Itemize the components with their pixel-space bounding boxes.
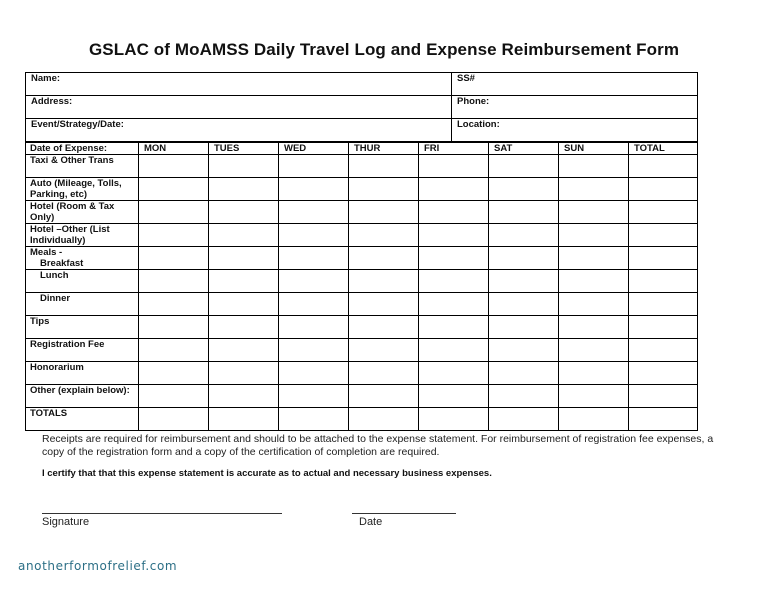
- row-label-text: Other (explain below):: [30, 385, 130, 396]
- watermark: anotherformofrelief.com: [18, 559, 178, 573]
- expense-cell[interactable]: [489, 408, 559, 431]
- expense-cell[interactable]: [209, 385, 279, 408]
- expense-cell[interactable]: [629, 339, 698, 362]
- expense-cell[interactable]: [559, 362, 629, 385]
- expense-cell[interactable]: [559, 339, 629, 362]
- row-label-text: Dinner: [40, 293, 71, 304]
- col-header-sat: SAT: [489, 143, 559, 155]
- expense-cell[interactable]: [489, 224, 559, 247]
- signature-label: Signature: [42, 516, 90, 528]
- row-label: [26, 270, 139, 293]
- expense-cell[interactable]: [559, 316, 629, 339]
- expense-cell[interactable]: [139, 224, 209, 247]
- row-label-text: Registration Fee: [30, 339, 105, 350]
- name-row: [26, 73, 698, 96]
- expense-cell[interactable]: [279, 362, 349, 385]
- row-label-text: Meals -: [30, 247, 63, 258]
- row-label-text: Lunch: [40, 270, 69, 281]
- expense-cell[interactable]: [629, 201, 698, 224]
- expense-cell[interactable]: [629, 224, 698, 247]
- expense-cell[interactable]: [139, 293, 209, 316]
- table-row: [26, 247, 698, 270]
- expense-cell[interactable]: [349, 385, 419, 408]
- expense-table: [25, 142, 698, 431]
- expense-cell[interactable]: [139, 270, 209, 293]
- expense-cell[interactable]: [419, 270, 489, 293]
- expense-cell[interactable]: [349, 201, 419, 224]
- row-label: [26, 316, 139, 339]
- expense-cell[interactable]: [139, 339, 209, 362]
- table-row: [26, 201, 698, 224]
- expense-cell[interactable]: [279, 385, 349, 408]
- col-header-date: Date of Expense:: [26, 143, 139, 155]
- expense-cell[interactable]: [349, 247, 419, 270]
- expense-cell[interactable]: [629, 247, 698, 270]
- row-label: [26, 362, 139, 385]
- expense-cell[interactable]: [419, 385, 489, 408]
- expense-cell[interactable]: [139, 201, 209, 224]
- expense-cell[interactable]: [559, 178, 629, 201]
- expense-cell[interactable]: [209, 316, 279, 339]
- expense-cell[interactable]: [559, 247, 629, 270]
- date-line[interactable]: [352, 513, 456, 514]
- row-label: [26, 247, 139, 270]
- row-label: [26, 385, 139, 408]
- event-row: [26, 119, 698, 142]
- row-label-text: Hotel –Other (List Individually): [30, 224, 110, 246]
- expense-cell[interactable]: [279, 155, 349, 178]
- row-label: [26, 408, 139, 431]
- phone-field[interactable]: Phone:: [452, 96, 698, 119]
- table-row: [26, 408, 698, 431]
- expense-cell[interactable]: [349, 155, 419, 178]
- col-header-thur: THUR: [349, 143, 419, 155]
- date-label: Date: [359, 516, 383, 528]
- expense-body: [26, 155, 698, 431]
- expense-cell[interactable]: [559, 155, 629, 178]
- expense-cell[interactable]: [209, 339, 279, 362]
- event-field[interactable]: Event/Strategy/Date:: [26, 119, 452, 142]
- row-label: [26, 339, 139, 362]
- expense-cell[interactable]: [559, 224, 629, 247]
- expense-cell[interactable]: [629, 178, 698, 201]
- expense-cell[interactable]: [139, 362, 209, 385]
- table-row: [26, 178, 698, 201]
- row-label-text: Tips: [30, 316, 50, 327]
- address-field[interactable]: Address:: [26, 96, 452, 119]
- expense-cell[interactable]: [629, 385, 698, 408]
- expense-cell[interactable]: [559, 270, 629, 293]
- receipts-note: Receipts are required for reimbursement and should to be attached to the expense statement. For reimbursement of registration fee expenses, a copy of the registration form and a copy of the certification of completion are required.: [42, 433, 714, 458]
- expense-cell[interactable]: [279, 293, 349, 316]
- col-header-tues: TUES: [209, 143, 279, 155]
- expense-cell[interactable]: [279, 201, 349, 224]
- expense-cell[interactable]: [139, 155, 209, 178]
- table-row: [26, 385, 698, 408]
- certification-statement: I certify that that this expense statement is accurate as to actual and necessary business expenses.: [42, 468, 492, 479]
- row-label: [26, 178, 139, 201]
- col-header-wed: WED: [279, 143, 349, 155]
- row-label-text: Honorarium: [30, 362, 84, 373]
- expense-cell[interactable]: [419, 155, 489, 178]
- col-header-sun: SUN: [559, 143, 629, 155]
- expense-cell[interactable]: [209, 247, 279, 270]
- expense-cell[interactable]: [139, 178, 209, 201]
- expense-cell[interactable]: [489, 293, 559, 316]
- expense-cell[interactable]: [489, 385, 559, 408]
- expense-cell[interactable]: [489, 201, 559, 224]
- personal-info-table: [25, 72, 698, 142]
- expense-cell[interactable]: [489, 339, 559, 362]
- expense-cell[interactable]: [209, 155, 279, 178]
- expense-cell[interactable]: [559, 201, 629, 224]
- expense-cell[interactable]: [279, 224, 349, 247]
- expense-cell[interactable]: [349, 339, 419, 362]
- signature-line[interactable]: [42, 513, 282, 514]
- expense-cell[interactable]: [629, 155, 698, 178]
- expense-cell[interactable]: [489, 270, 559, 293]
- expense-cell[interactable]: [209, 293, 279, 316]
- expense-cell[interactable]: [349, 270, 419, 293]
- expense-cell[interactable]: [489, 155, 559, 178]
- table-row: [26, 339, 698, 362]
- expense-cell[interactable]: [349, 408, 419, 431]
- expense-cell[interactable]: [489, 247, 559, 270]
- expense-cell[interactable]: [349, 293, 419, 316]
- row-label: [26, 201, 139, 224]
- expense-cell[interactable]: [489, 362, 559, 385]
- table-row: [26, 270, 698, 293]
- col-header-mon: MON: [139, 143, 209, 155]
- expense-cell[interactable]: [139, 316, 209, 339]
- row-label: [26, 155, 139, 178]
- expense-cell[interactable]: [209, 201, 279, 224]
- ss-field[interactable]: SS#: [452, 73, 698, 96]
- expense-cell[interactable]: [279, 316, 349, 339]
- table-row: [26, 224, 698, 247]
- expense-cell[interactable]: [209, 224, 279, 247]
- header-row: [26, 143, 698, 155]
- expense-cell[interactable]: [559, 408, 629, 431]
- expense-cell[interactable]: [279, 178, 349, 201]
- expense-cell[interactable]: [419, 339, 489, 362]
- table-row: [26, 316, 698, 339]
- expense-cell[interactable]: [419, 293, 489, 316]
- expense-cell[interactable]: [419, 316, 489, 339]
- address-row: [26, 96, 698, 119]
- row-label-text: Auto (Mileage, Tolls, Parking, etc): [30, 178, 122, 200]
- expense-cell[interactable]: [419, 178, 489, 201]
- expense-cell[interactable]: [559, 385, 629, 408]
- expense-cell[interactable]: [419, 247, 489, 270]
- expense-cell[interactable]: [139, 247, 209, 270]
- row-label: [26, 224, 139, 247]
- expense-cell[interactable]: [349, 224, 419, 247]
- row-label-text: Hotel (Room & Tax Only): [30, 201, 115, 223]
- expense-cell[interactable]: [349, 362, 419, 385]
- expense-cell[interactable]: [279, 339, 349, 362]
- expense-cell[interactable]: [279, 247, 349, 270]
- expense-cell[interactable]: [629, 270, 698, 293]
- expense-cell[interactable]: [489, 178, 559, 201]
- expense-cell[interactable]: [559, 293, 629, 316]
- location-field[interactable]: Location:: [452, 119, 698, 142]
- expense-cell[interactable]: [629, 408, 698, 431]
- col-header-fri: FRI: [419, 143, 489, 155]
- expense-cell[interactable]: [209, 270, 279, 293]
- expense-cell[interactable]: [419, 201, 489, 224]
- expense-cell[interactable]: [419, 224, 489, 247]
- table-row: [26, 293, 698, 316]
- name-field[interactable]: Name:: [26, 73, 452, 96]
- expense-cell[interactable]: [349, 178, 419, 201]
- expense-cell[interactable]: [419, 362, 489, 385]
- expense-cell[interactable]: [629, 293, 698, 316]
- expense-cell[interactable]: [209, 362, 279, 385]
- expense-cell[interactable]: [139, 385, 209, 408]
- expense-cell[interactable]: [209, 408, 279, 431]
- expense-cell[interactable]: [279, 270, 349, 293]
- expense-cell[interactable]: [489, 316, 559, 339]
- table-row: [26, 155, 698, 178]
- row-sublabel-text: Breakfast: [40, 258, 84, 269]
- row-label: [26, 293, 139, 316]
- expense-cell[interactable]: [279, 408, 349, 431]
- expense-cell[interactable]: [419, 408, 489, 431]
- expense-cell[interactable]: [629, 362, 698, 385]
- row-label-text: Taxi & Other Trans: [30, 155, 114, 166]
- expense-cell[interactable]: [139, 408, 209, 431]
- col-header-total: TOTAL: [629, 143, 698, 155]
- table-row: [26, 362, 698, 385]
- expense-cell[interactable]: [209, 178, 279, 201]
- expense-cell[interactable]: [629, 316, 698, 339]
- expense-cell[interactable]: [349, 316, 419, 339]
- form-title: GSLAC of MoAMSS Daily Travel Log and Expense Reimbursement Form: [88, 40, 680, 59]
- row-label-text: TOTALS: [30, 408, 68, 419]
